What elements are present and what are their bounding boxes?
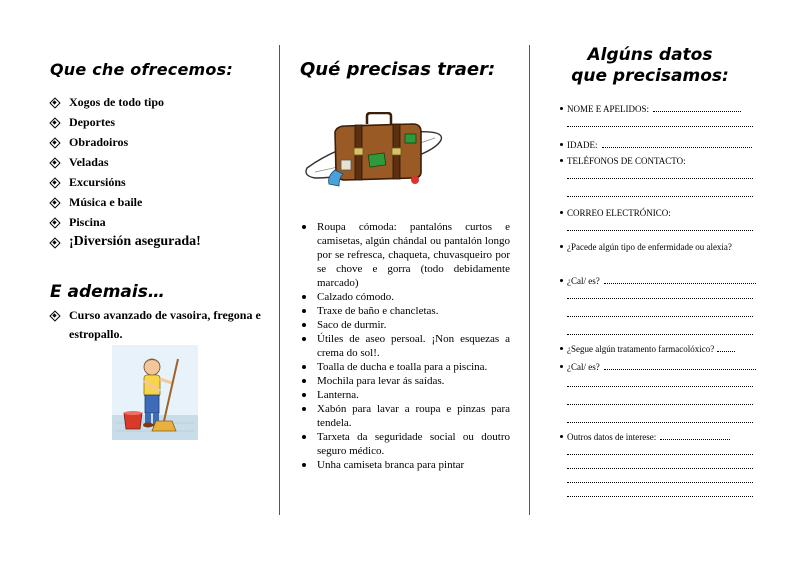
form-heading: Algúns datos que precisamos:: [571, 45, 729, 86]
which-input[interactable]: [604, 276, 756, 284]
diamond-bullet-icon: [50, 218, 59, 227]
age-label: IDADE:: [567, 140, 598, 150]
bullet-icon: [560, 279, 563, 282]
phones-input-line[interactable]: [567, 178, 753, 179]
age-input[interactable]: [602, 140, 752, 148]
list-item: Toalla de ducha e toalla para a piscina.: [300, 360, 510, 374]
diamond-bullet-icon: [50, 178, 59, 187]
other-field-row: [567, 432, 730, 442]
other-input-line[interactable]: [567, 482, 753, 483]
name-input-line[interactable]: [567, 126, 753, 127]
treatment-field-row: [567, 344, 735, 354]
bullet-icon: [560, 107, 563, 110]
bullet-icon: [560, 365, 563, 368]
list-item: Deportes: [50, 112, 201, 132]
bring-list: [300, 220, 510, 472]
suitcase-surfboard-illustration: [305, 112, 445, 196]
offers-heading: Que che ofrecemos:: [50, 60, 233, 79]
phones-label: TELÉFONOS DE CONTACTO:: [567, 156, 686, 166]
column-divider-right: [529, 45, 530, 515]
sweeping-boy-illustration: [112, 345, 198, 440]
which-label: ¿Cal/ es?: [567, 276, 600, 286]
list-item: Unha camiseta branca para pintar: [300, 458, 510, 472]
illness-field-row: [567, 242, 732, 252]
which-field-row: [567, 362, 756, 372]
diamond-bullet-icon: [50, 118, 59, 127]
bullet-icon: [560, 347, 563, 350]
which-input[interactable]: [604, 362, 756, 370]
name-field-row: [567, 104, 741, 114]
treatment-label: ¿Segue algún tratamento farmacolóxico?: [567, 344, 715, 354]
which-field-row: [567, 276, 756, 286]
diamond-bullet-icon: [50, 311, 59, 320]
email-input-line[interactable]: [567, 230, 753, 231]
diamond-bullet-icon: [50, 138, 59, 147]
diamond-bullet-icon: [50, 198, 59, 207]
list-item: Saco de durmir.: [300, 318, 510, 332]
list-item: Veladas: [50, 152, 201, 172]
treatment-input[interactable]: [717, 344, 735, 352]
column-divider-left: [279, 45, 280, 515]
which-input-line[interactable]: [567, 316, 753, 317]
email-field-row: [567, 208, 671, 218]
phones-field-row: [567, 156, 686, 166]
phones-input-line[interactable]: [567, 196, 753, 197]
which-input-line[interactable]: [567, 422, 753, 423]
which-input-line[interactable]: [567, 404, 753, 405]
list-item: Música e baile: [50, 192, 201, 212]
list-item: Piscina: [50, 212, 201, 232]
list-item: Útiles de aseo persoal. ¡Non esquezas a crema do sol!.: [300, 332, 510, 360]
other-label: Outros datos de interese:: [567, 432, 657, 442]
list-item: Obradoiros: [50, 132, 201, 152]
bullet-icon: [560, 143, 563, 146]
list-item: Excursións: [50, 172, 201, 192]
diamond-bullet-icon: [50, 158, 59, 167]
list-item: Xogos de todo tipo: [50, 92, 201, 112]
other-input-line[interactable]: [567, 454, 753, 455]
list-item: Lanterna.: [300, 388, 510, 402]
list-item: ¡Diversión asegurada!: [50, 232, 201, 252]
list-item: Tarxeta da seguridade social ou doutro seguro médico.: [300, 430, 510, 458]
diamond-bullet-icon: [50, 238, 59, 247]
offers-list: [50, 92, 201, 252]
email-label: CORREO ELECTRÓNICO:: [567, 208, 671, 218]
bring-heading: Qué precisas traer:: [300, 59, 496, 80]
bullet-icon: [560, 435, 563, 438]
other-input-line[interactable]: [567, 496, 753, 497]
name-label: NOME E APELIDOS:: [567, 104, 650, 114]
other-input[interactable]: [660, 432, 730, 440]
which-input-line[interactable]: [567, 386, 753, 387]
list-item: Mochila para levar ás saídas.: [300, 374, 510, 388]
extra-item: Curso avanzado de vasoira, fregona e estropallo.: [50, 306, 265, 344]
list-item: Roupa cómoda: pantalóns curtos e camisetas, algún chándal ou pantalón longo por se refresca, chaqueta, chuvasqueiro por se chove e gorra (todo debidamente marcado): [300, 220, 510, 290]
diamond-bullet-icon: [50, 98, 59, 107]
list-item: Calzado cómodo.: [300, 290, 510, 304]
which-input-line[interactable]: [567, 334, 753, 335]
bullet-icon: [560, 211, 563, 214]
other-input-line[interactable]: [567, 468, 753, 469]
name-input[interactable]: [653, 104, 741, 112]
age-field-row: [567, 140, 752, 150]
which-input-line[interactable]: [567, 298, 753, 299]
bullet-icon: [560, 159, 563, 162]
extra-heading: E ademais…: [50, 282, 165, 302]
list-item: Traxe de baño e chancletas.: [300, 304, 510, 318]
list-item: Xabón para lavar a roupa e pinzas para tendela.: [300, 402, 510, 430]
which-label: ¿Cal/ es?: [567, 362, 600, 372]
illness-label: ¿Pacede algún tipo de enfermidade ou alexia?: [567, 242, 732, 252]
bullet-icon: [560, 245, 563, 248]
